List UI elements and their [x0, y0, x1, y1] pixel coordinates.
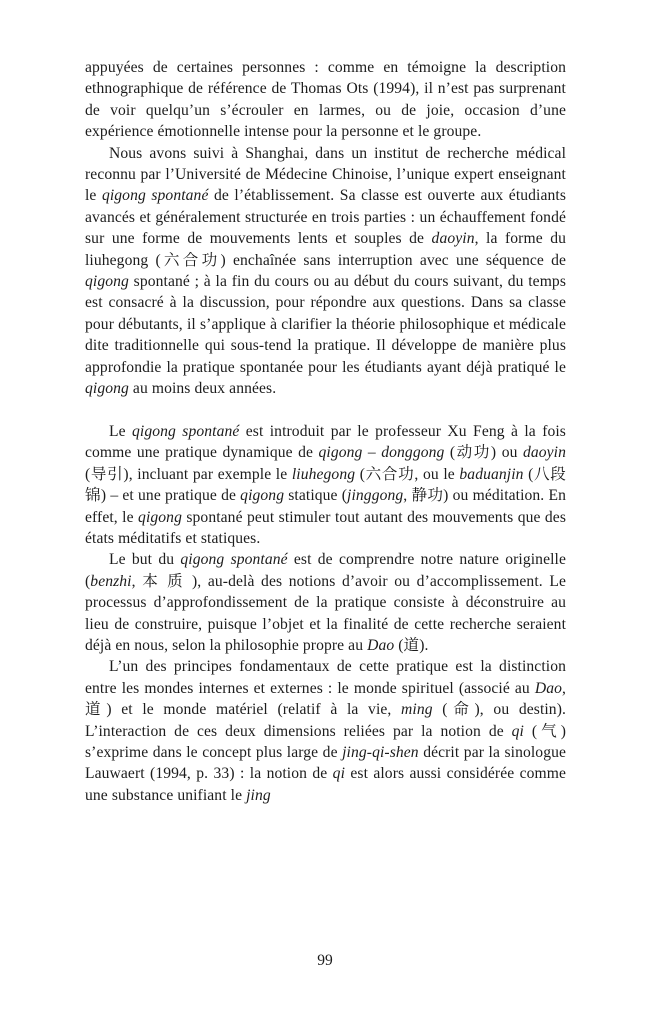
text-run: décrit par la sinologue Lauwaert (1994, p. 33) : la notion de [85, 743, 567, 783]
text-run: , 静功) ou méditation. En effet, le [85, 487, 566, 526]
text-run: statique ( [284, 487, 348, 505]
italic-term: qigong [240, 487, 285, 505]
italic-term: qigong spontané [101, 187, 209, 205]
text-run: est introduit par le professeur Xu Feng à la fois comme une pratique dynamique de [85, 422, 566, 462]
text-run: (八段锦) – et une pratique de [85, 465, 566, 505]
text-run: au moins deux années. [128, 380, 277, 398]
text-run: de l’établissement. Sa classe est ouverte aux étudiants avancés et généralement structurée en trois parties : un échauffement fondé sur une forme de mouvements lents et souples de [85, 187, 566, 248]
text-run: , 本 质 ), au-delà des notions d’avoir ou d’accomplissement. Le processus d’approfondissement de la pratique consiste à déconstruire au lieu de construire, puisque l’objet et la finalité de cette recherche seraient déjà en nous, selon la philosophie propre au [85, 572, 566, 654]
paragraph [85, 143, 566, 400]
text-run: spontané ; à la fin du cours ou au début du cours suivant, du temps est consacré à la discussion, pour répondre aux questions. Dans sa classe pour débutants, il s’applique à clarifier la théorie philosophique et médicale dite traditionnelle qui sous-tend la pratique. Il développe de manière plus approfondie la pratique spontanée pour les étudiants ayant déjà pratiqué le [85, 273, 566, 376]
italic-term: donggong [381, 444, 445, 462]
text-run: est alors aussi considérée comme une substance unifiant le [85, 765, 566, 804]
italic-term: qigong [138, 508, 182, 526]
paragraph [85, 549, 566, 656]
text-run: (动功) ou [444, 444, 523, 462]
italic-term: jing-qi-shen [342, 743, 419, 761]
text-run: L’un des principes fondamentaux de cette pratique est la distinction entre les mondes internes et externes : le monde spirituel (associé au [85, 658, 566, 697]
text-run: , la forme du liuhegong (六合功) enchaînée sans interruption avec une séquence de [85, 230, 566, 269]
italic-term: daoyin [522, 444, 566, 462]
italic-term: qigong spontané [180, 551, 288, 569]
italic-term: benzhi [90, 572, 132, 590]
paragraph [85, 421, 566, 549]
text-run: – [362, 444, 382, 462]
text-run: , 道) et le monde matériel (relatif à la vie, [85, 679, 566, 719]
text-run: est de comprendre notre nature originelle ( [85, 551, 566, 590]
paragraph [85, 57, 566, 143]
text-run: Nous avons suivi à Shanghai, dans un institut de recherche médical reconnu par l’Université de Médecine Chinoise, l’unique expert enseignant le [85, 144, 566, 205]
italic-term: qi [511, 722, 524, 740]
page-body [85, 57, 566, 806]
italic-term: daoyin [431, 230, 475, 248]
text-run: appuyées de certaines personnes : comme en témoigne la description ethnographique de référence de Thomas Ots (1994), il n’est pas surprenant de voir quelqu’un s’écrouler en larmes, ou de joie, occasion d’une expérience émotionnelle intense pour la personne et le groupe. [85, 59, 566, 141]
italic-term: baduanjin [459, 465, 524, 483]
italic-term: Dao [534, 679, 562, 697]
italic-term: qigong spontané [132, 422, 240, 440]
italic-term: qigong [318, 444, 363, 462]
text-run: Le but du [109, 551, 181, 569]
page-number: 99 [317, 952, 333, 969]
italic-term: qi [332, 765, 346, 783]
text-run: (六合功, ou le [355, 465, 460, 483]
text-run: (导引), incluant par exemple le [85, 465, 292, 483]
italic-term: qigong [85, 273, 129, 291]
text-run: (命), ou destin). L’interaction de ces deux dimensions reliées par la notion de [85, 701, 566, 740]
italic-term: liuhegong [291, 465, 356, 483]
italic-term: jinggong [347, 487, 404, 505]
text-run: (道). [394, 636, 429, 654]
italic-term: qigong [85, 380, 129, 398]
text-run: Le [109, 422, 133, 440]
italic-term: ming [401, 701, 433, 719]
text-run: spontané peut stimuler tout autant des mouvements que des états méditatifs et statiques. [85, 508, 566, 547]
italic-term: Dao [367, 636, 395, 654]
paragraph [85, 656, 566, 806]
italic-term: jing [246, 786, 271, 804]
text-run: (气) s’exprime dans le concept plus large de [85, 722, 566, 761]
